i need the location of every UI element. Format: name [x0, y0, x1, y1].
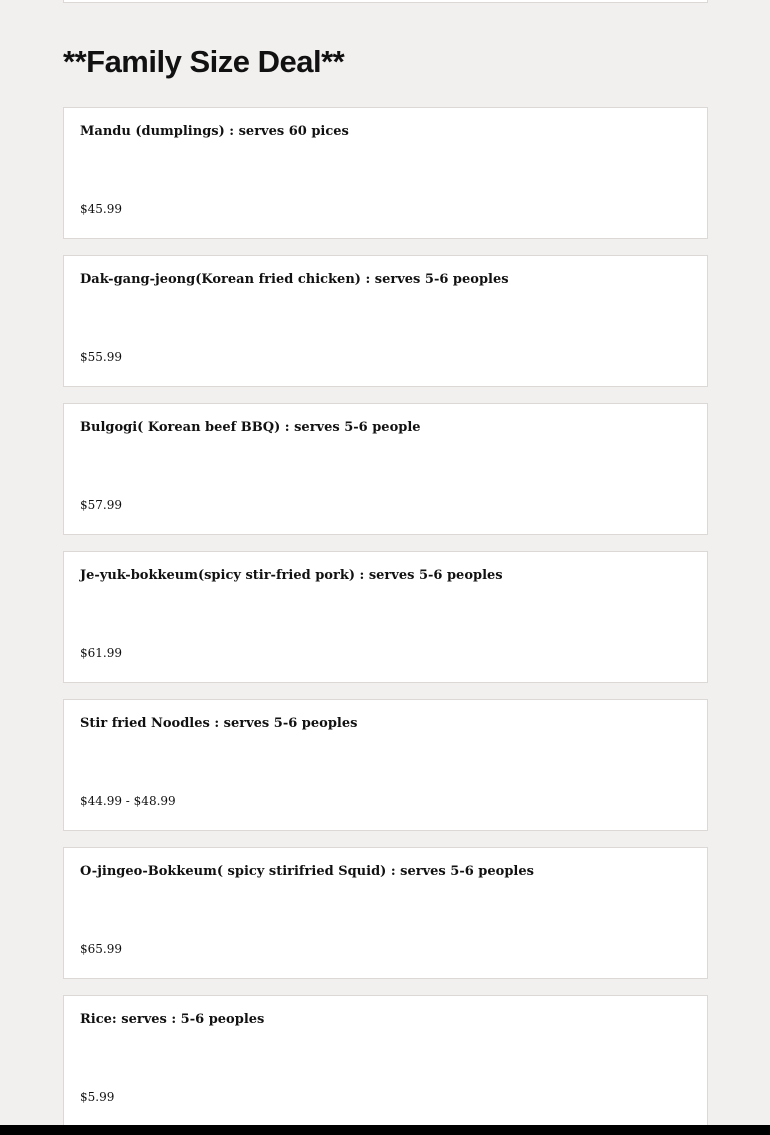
section-title: **Family Size Deal**	[63, 44, 345, 79]
menu-item-name: Rice: serves : 5-6 peoples	[80, 1012, 265, 1027]
menu-item-name: Mandu (dumplings) : serves 60 pices	[80, 124, 349, 139]
menu-item-name: Bulgogi( Korean beef BBQ) : serves 5-6 people	[80, 420, 421, 435]
menu-item-card[interactable]	[63, 995, 708, 1127]
menu-item-name: O-jingeo-Bokkeum( spicy stirifried Squid) : serves 5-6 peoples	[80, 864, 534, 879]
previous-menu-item-card[interactable]	[63, 0, 708, 3]
menu-item-name: Dak-gang-jeong(Korean fried chicken) : serves 5-6 peoples	[80, 272, 509, 287]
menu-item-card[interactable]	[63, 847, 708, 979]
menu-item-card[interactable]	[63, 255, 708, 387]
menu-item-price: $5.99	[80, 1090, 115, 1104]
menu-item-price: $45.99	[80, 202, 122, 216]
menu-item-price: $57.99	[80, 498, 122, 512]
menu-item-card[interactable]	[63, 403, 708, 535]
bottom-bar	[0, 1125, 770, 1135]
menu-item-card[interactable]	[63, 551, 708, 683]
menu-item-price: $61.99	[80, 646, 122, 660]
menu-item-name: Je-yuk-bokkeum(spicy stir-fried pork) : serves 5-6 peoples	[80, 568, 503, 583]
menu-item-price: $44.99 - $48.99	[80, 794, 176, 808]
menu-item-name: Stir fried Noodles : serves 5-6 peoples	[80, 716, 358, 731]
menu-item-price: $65.99	[80, 942, 122, 956]
menu-item-list	[63, 107, 708, 1135]
menu-item-card[interactable]	[63, 107, 708, 239]
menu-item-card[interactable]	[63, 699, 708, 831]
menu-item-price: $55.99	[80, 350, 122, 364]
